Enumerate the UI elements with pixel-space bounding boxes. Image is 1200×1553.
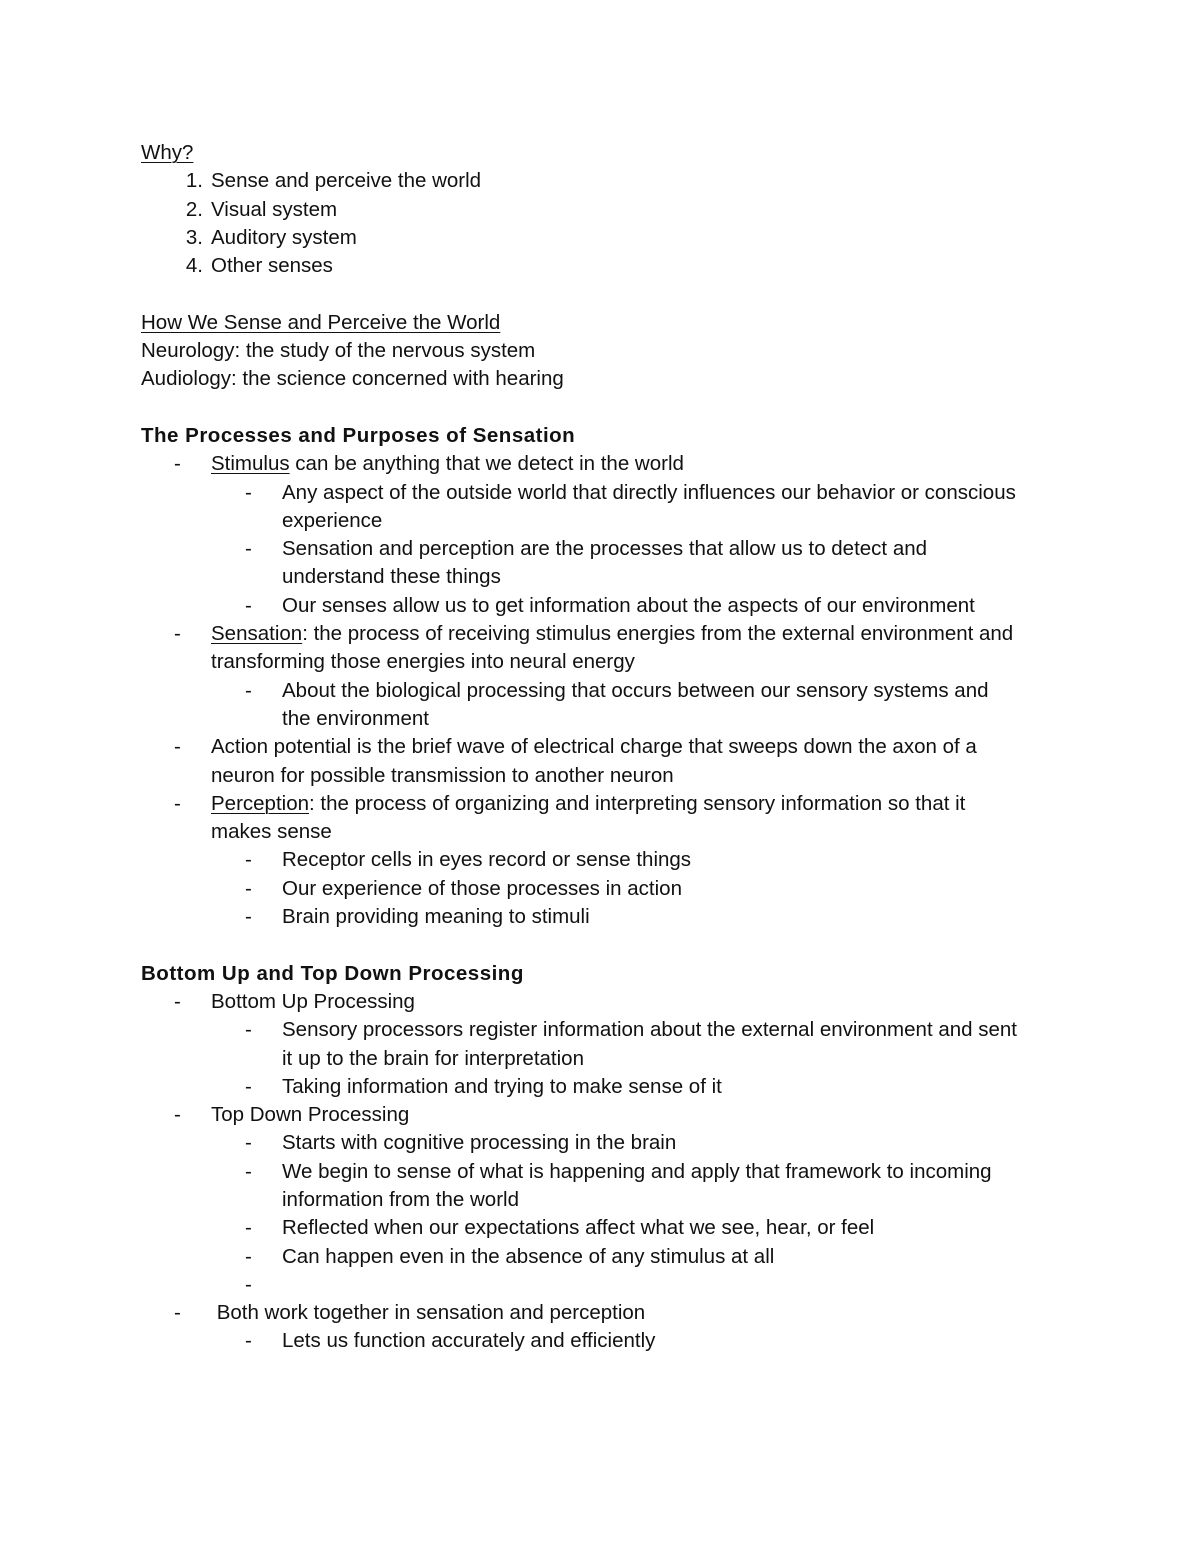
bullet-dash: - xyxy=(174,622,181,646)
bullet-stimulus xyxy=(141,450,1071,478)
term-perception: Perception xyxy=(211,791,310,815)
bullet-dash: - xyxy=(245,1329,252,1353)
sub-bullet xyxy=(141,535,1071,592)
bullet-text: Sensation and perception are the processes that allow us to detect and xyxy=(282,537,928,561)
why-list-item xyxy=(141,252,1071,280)
bullet-text: : the process of receiving stimulus energies from the external environment and xyxy=(302,622,1014,646)
how-heading: How We Sense and Perceive the World xyxy=(141,310,501,334)
spacer xyxy=(141,394,1071,422)
bullet-text: Taking information and trying to make sense of it xyxy=(282,1074,722,1098)
bullet-text: Receptor cells in eyes record or sense things xyxy=(282,848,692,872)
bullet-text: Reflected when our expectations affect what we see, hear, or feel xyxy=(282,1216,875,1240)
bullet-text: Can happen even in the absence of any stimulus at all xyxy=(282,1244,775,1268)
list-item-text: Visual system xyxy=(211,197,338,221)
bullet-dash: - xyxy=(245,1131,252,1155)
why-list-item xyxy=(141,224,1071,252)
bullet-text: Any aspect of the outside world that directly influences our behavior or conscious xyxy=(282,480,1016,504)
bullet-text: Sensory processors register information about the external environment and sent xyxy=(282,1018,1017,1042)
definition-line: Audiology: the science concerned with hearing xyxy=(141,367,564,391)
bullet-text: can be anything that we detect in the world xyxy=(289,452,684,476)
bullet-text: understand these things xyxy=(282,565,501,589)
bullet-text: Our experience of those processes in action xyxy=(282,876,682,900)
bullet-dash: - xyxy=(245,593,252,617)
list-marker: 3. xyxy=(185,225,203,249)
spacer xyxy=(141,280,1071,308)
bullet-both xyxy=(141,1299,1071,1327)
bullet-dash: - xyxy=(174,1103,181,1127)
bullet-dash: - xyxy=(174,735,181,759)
bullet-text: makes sense xyxy=(211,820,332,844)
bullet-dash: - xyxy=(245,1244,252,1268)
bullet-dash: - xyxy=(245,678,252,702)
sub-bullet xyxy=(141,875,1071,903)
bullet-text: Top Down Processing xyxy=(211,1103,410,1127)
bullet-dash: - xyxy=(174,989,181,1013)
bullet-text: experience xyxy=(282,508,383,532)
sub-bullet xyxy=(141,592,1071,620)
why-list xyxy=(141,167,1071,280)
list-item-text: Other senses xyxy=(211,254,333,278)
bullet-text: We begin to sense of what is happening and apply that framework to incoming xyxy=(282,1159,992,1183)
list-item-text: Sense and perceive the world xyxy=(211,169,482,193)
bullet-text: it up to the brain for interpretation xyxy=(282,1046,584,1070)
why-list-item xyxy=(141,196,1071,224)
sub-bullet xyxy=(141,1327,1071,1355)
bullet-dash: - xyxy=(174,452,181,476)
sub-bullet xyxy=(141,677,1071,734)
sub-bullet xyxy=(141,846,1071,874)
bullet-dash: - xyxy=(174,1301,181,1325)
sub-bullet xyxy=(141,479,1071,536)
section-heading-bottom-top: Bottom Up and Top Down Processing xyxy=(141,961,524,985)
bullet-text: Both work together in sensation and perception xyxy=(211,1301,646,1325)
bullet-text: Bottom Up Processing xyxy=(211,989,415,1013)
bullet-perception xyxy=(141,790,1071,847)
sub-bullet xyxy=(141,1214,1071,1242)
document-content xyxy=(141,139,1071,1356)
why-list-item xyxy=(141,167,1071,195)
bullet-dash: - xyxy=(245,848,252,872)
bullet-dash: - xyxy=(245,1159,252,1183)
sub-bullet-empty xyxy=(141,1271,1071,1299)
bullet-dash: - xyxy=(245,537,252,561)
bullet-dash: - xyxy=(245,480,252,504)
sub-bullet xyxy=(141,1243,1071,1271)
spacer xyxy=(141,931,1071,959)
list-marker: 1. xyxy=(185,169,203,193)
bullet-dash: - xyxy=(245,1074,252,1098)
bullet-text: Brain providing meaning to stimuli xyxy=(282,905,590,929)
list-marker: 4. xyxy=(185,254,203,278)
bullet-dash: - xyxy=(245,1018,252,1042)
bullet-text: Action potential is the brief wave of electrical charge that sweeps down the axon of a xyxy=(211,735,977,759)
term-sensation: Sensation xyxy=(211,622,303,646)
why-heading: Why? xyxy=(141,141,194,164)
list-marker: 2. xyxy=(185,197,203,221)
definition-line: Neurology: the study of the nervous system xyxy=(141,339,536,363)
sub-bullet xyxy=(141,1073,1071,1101)
bullet-text: the environment xyxy=(282,706,430,730)
sub-bullet xyxy=(141,1016,1071,1073)
term-stimulus: Stimulus xyxy=(211,452,290,476)
bullet-sensation xyxy=(141,620,1071,677)
bullet-dash: - xyxy=(174,791,181,815)
bullet-dash: - xyxy=(245,1216,252,1240)
bullet-text: Starts with cognitive processing in the brain xyxy=(282,1131,677,1155)
bullet-text: information from the world xyxy=(282,1187,519,1211)
bullet-text: transforming those energies into neural energy xyxy=(211,650,635,674)
list-item-text: Auditory system xyxy=(211,225,357,249)
bullet-dash: - xyxy=(245,1272,252,1296)
bullet-text: Our senses allow us to get information about the aspects of our environment xyxy=(282,593,975,617)
bullet-text: : the process of organizing and interpreting sensory information so that it xyxy=(309,791,966,815)
bullet-text: neuron for possible transmission to another neuron xyxy=(211,763,674,787)
sub-bullet xyxy=(141,903,1071,931)
bullet-text: Lets us function accurately and efficiently xyxy=(282,1329,656,1353)
bullet-top-down xyxy=(141,1101,1071,1129)
bullet-dash: - xyxy=(245,876,252,900)
sub-bullet xyxy=(141,1129,1071,1157)
sub-bullet xyxy=(141,1158,1071,1215)
bullet-text: About the biological processing that occurs between our sensory systems and xyxy=(282,678,989,702)
bullet-dash: - xyxy=(245,905,252,929)
section-heading-processes: The Processes and Purposes of Sensation xyxy=(141,423,576,447)
bullet-action-potential xyxy=(141,733,1071,790)
bullet-bottom-up xyxy=(141,988,1071,1016)
